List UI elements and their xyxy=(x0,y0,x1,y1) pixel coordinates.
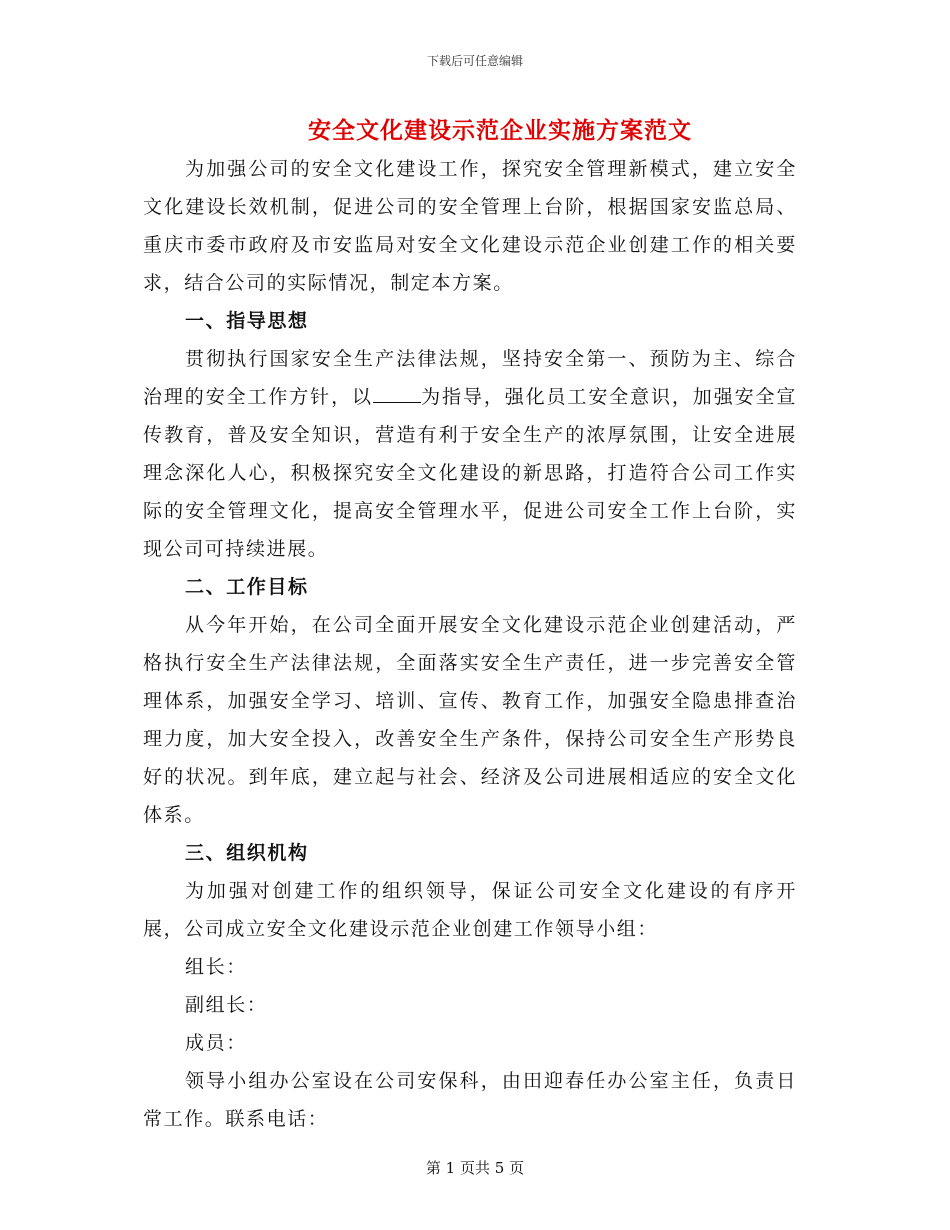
deputy-leader-line: 副组长： xyxy=(185,994,268,1016)
guiding-text-after-blank: 为指导，强化员工安全意识，加强安全宣传教育，普及安全知识，营造有利于安全生产的浓厚氛围，让安全进展理念深化人心，积极探究安全文化建设的新思路，打造符合公司工作实际的安全管理文化，提高安全管理水平，促进公司安全工作上台阶，实现公司可持续进展。 xyxy=(143,386,797,560)
members-line: 成员： xyxy=(185,1032,247,1054)
section-heading-guiding-ideology: 一、指导思想 xyxy=(185,310,309,332)
section-heading-work-goals: 二、工作目标 xyxy=(185,576,309,598)
office-paragraph: 领导小组办公室设在公司安保科，由田迎春任办公室主任，负责日常工作。联系电话： xyxy=(143,1070,797,1130)
document-body xyxy=(143,150,797,1138)
document-title: 安全文化建设示范企业实施方案范文 xyxy=(308,117,692,144)
guiding-text-before-blank: 贯彻执行国家安全生产法律法规，坚持安全第一、预防为主、综合治理的安全工作方针，以 xyxy=(143,348,797,408)
organization-paragraph: 为加强对创建工作的组织领导，保证公司安全文化建设的有序开展，公司成立安全文化建设示范企业创建工作领导小组： xyxy=(143,880,797,940)
blank-underline xyxy=(373,384,421,403)
page-header-note: 下载后可任意编辑 xyxy=(426,54,523,68)
work-goals-paragraph: 从今年开始，在公司全面开展安全文化建设示范企业创建活动，严格执行安全生产法律法规，全面落实安全生产责任，进一步完善安全管理体系，加强安全学习、培训、宣传、教育工作，加强安全隐患排查治理力度，加大安全投入，改善安全生产条件，保持公司安全生产形势良好的状况。到年底，建立起与社会、经济及公司进展相适应的安全文化体系。 xyxy=(143,614,797,826)
guiding-ideology-paragraph xyxy=(143,340,797,568)
intro-paragraph: 为加强公司的安全文化建设工作，探究安全管理新模式，建立安全文化建设长效机制，促进公司的安全管理上台阶，根据国家安监总局、重庆市委市政府及市安监局对安全文化建设示范企业创建工作的相关要求，结合公司的实际情况，制定本方案。 xyxy=(143,158,797,294)
section-heading-organization: 三、组织机构 xyxy=(185,842,309,864)
page-number: 第 1 页共 5 页 xyxy=(425,1159,525,1177)
group-leader-line: 组长： xyxy=(185,956,247,978)
